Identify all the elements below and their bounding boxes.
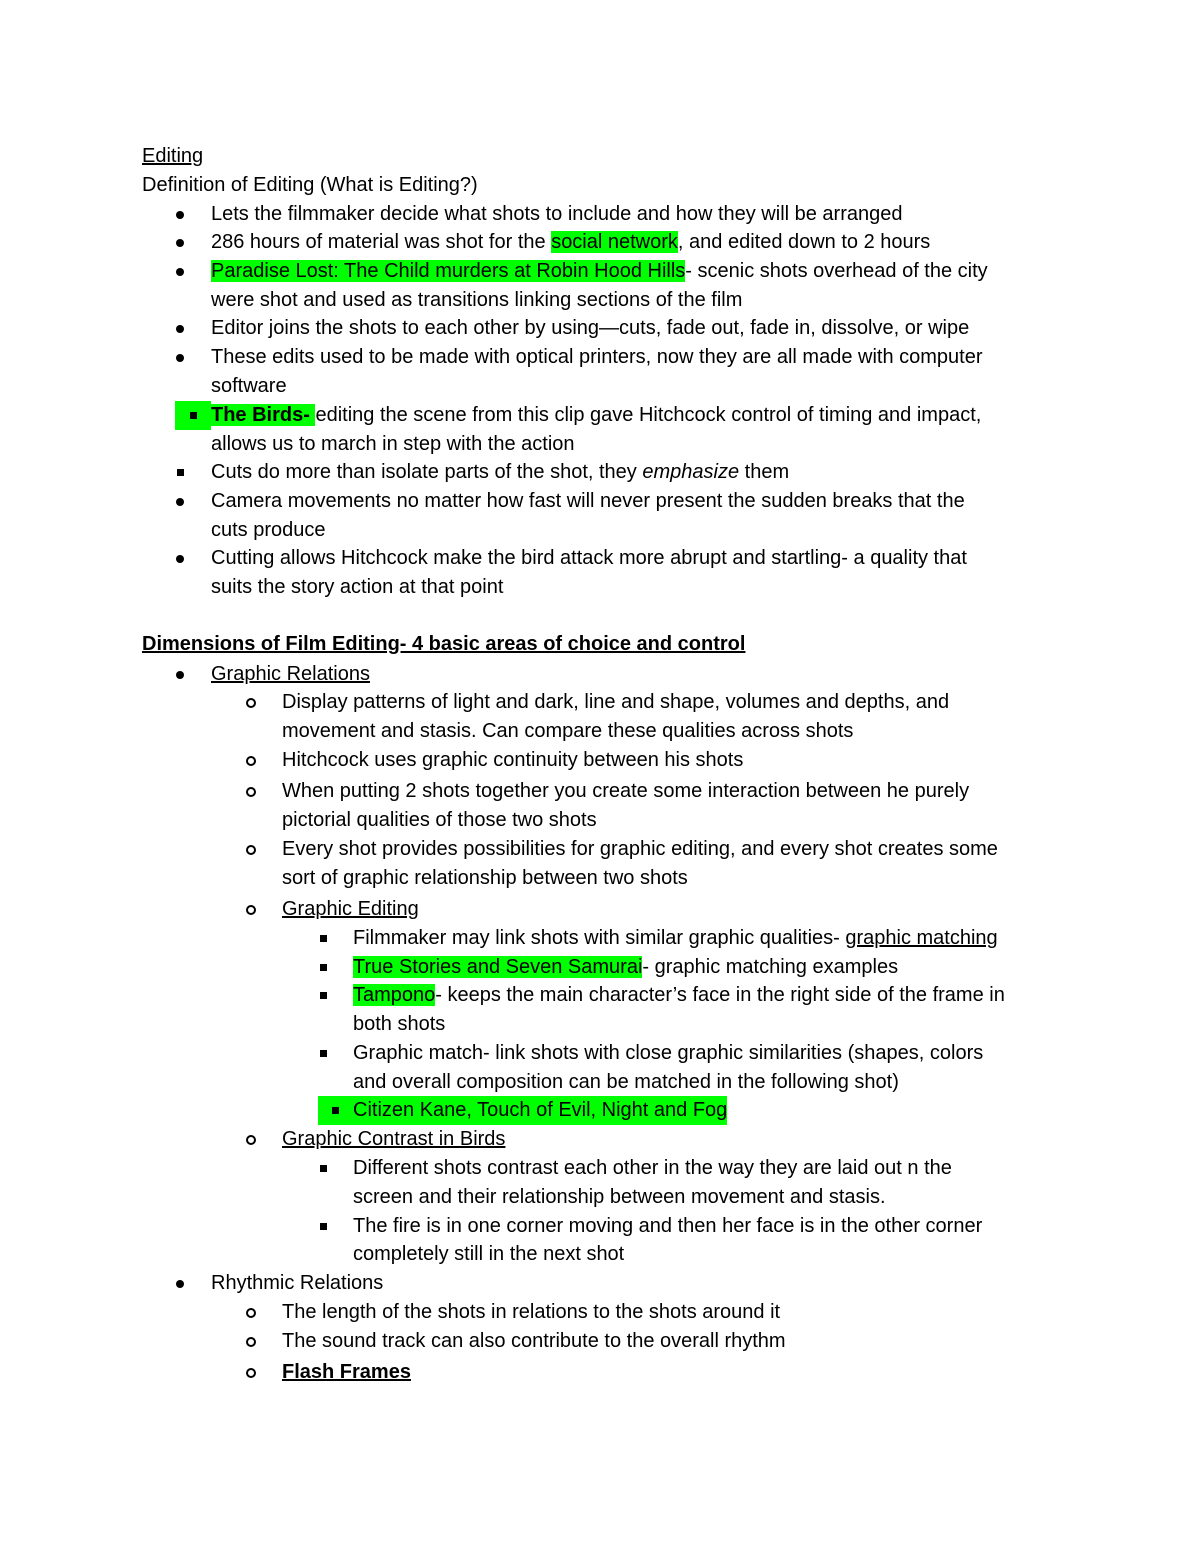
list-item-text: Graphic match- link shots with close graphic similarities (shapes, colors <box>353 1042 984 1064</box>
highlight: social network <box>551 231 678 253</box>
bullet-circle <box>246 1327 256 1356</box>
list-item-text: completely still in the next shot <box>353 1243 625 1265</box>
bullet-square <box>175 401 211 430</box>
list-item-text: suits the story action at that point <box>211 576 504 598</box>
bullet-square <box>318 1096 353 1125</box>
bullet-disc <box>175 660 185 689</box>
bullet-disc <box>175 487 185 516</box>
bullet-circle <box>246 688 256 717</box>
list-item-text: pictorial qualities of those two shots <box>282 809 597 831</box>
list-item-text: 286 hours of material was shot for the social network, and edited down to 2 hours <box>211 231 931 253</box>
highlight: Paradise Lost: The Child murders at Robin Hood Hills <box>211 260 686 282</box>
graphic-editing-heading: Graphic Editing <box>282 898 419 920</box>
list-item-text: These edits used to be made with optical printers, now they are all made with computer <box>211 346 983 368</box>
list-item-text: The fire is in one corner moving and then her face is in the other corner <box>353 1215 983 1237</box>
list-item-text: sort of graphic relationship between two shots <box>282 867 688 889</box>
bullet-circle <box>246 1125 256 1154</box>
bullet-circle <box>246 895 256 924</box>
list-item-text: and overall composition can be matched in the following shot) <box>353 1071 899 1093</box>
bullet-disc <box>175 1269 185 1298</box>
list-item-text: Editor joins the shots to each other by using—cuts, fade out, fade in, dissolve, or wipe <box>211 317 970 339</box>
list-item-text: True Stories and Seven Samurai- graphic matching examples <box>353 956 899 978</box>
list-item-text: both shots <box>353 1013 446 1035</box>
highlight: The Birds- <box>211 404 316 426</box>
highlight: True Stories and Seven Samurai <box>353 956 643 978</box>
list-item-text: The sound track can also contribute to the overall rhythm <box>282 1330 786 1352</box>
list-item-text: Paradise Lost: The Child murders at Robin Hood Hills- scenic shots overhead of the city <box>211 260 988 282</box>
bullet-circle <box>246 1298 256 1327</box>
list-item-text: Tampono- keeps the main character’s face in the right side of the frame in <box>353 984 1005 1006</box>
bullet-circle <box>246 746 256 775</box>
bullet-disc <box>175 343 185 372</box>
bullet-disc <box>175 314 185 343</box>
bullet-square <box>318 953 328 982</box>
bullet-circle <box>246 777 256 806</box>
list-item-text: Display patterns of light and dark, line and shape, volumes and depths, and <box>282 691 950 713</box>
highlight: Tampono <box>353 984 436 1006</box>
bullet-square <box>318 981 328 1010</box>
bullet-square <box>318 1039 328 1068</box>
list-item-text: Every shot provides possibilities for graphic editing, and every shot creates some <box>282 838 998 860</box>
bullet-square <box>318 1154 328 1183</box>
bullet-square <box>318 1212 328 1241</box>
bullet-disc <box>175 200 185 229</box>
list-item-text: Cuts do more than isolate parts of the shot, they emphasize them <box>211 461 790 483</box>
list-item-text: Camera movements no matter how fast will never present the sudden breaks that the <box>211 490 965 512</box>
list-item-text: cuts produce <box>211 519 326 541</box>
list-item-text: The length of the shots in relations to the shots around it <box>282 1301 781 1323</box>
list-item-text: Hitchcock uses graphic continuity between his shots <box>282 749 744 771</box>
list-item-text: Different shots contrast each other in the way they are laid out n the <box>353 1157 952 1179</box>
list-item-text: The Birds- editing the scene from this clip gave Hitchcock control of timing and impact, <box>211 404 982 426</box>
list-item-text: movement and stasis. Can compare these qualities across shots <box>282 720 854 742</box>
dimensions-heading: Dimensions of Film Editing- 4 basic areas of choice and control <box>142 633 746 655</box>
list-item-text: Cutting allows Hitchcock make the bird attack more abrupt and startling- a quality that <box>211 547 967 569</box>
bullet-disc <box>175 544 185 573</box>
page-title: Editing <box>142 145 204 167</box>
bullet-square <box>175 458 185 487</box>
list-item-text: allows us to march in step with the action <box>211 433 575 455</box>
bullet-square <box>318 924 328 953</box>
highlight: Citizen Kane, Touch of Evil, Night and Fog <box>353 1096 727 1125</box>
bullet-disc <box>175 228 185 257</box>
list-item-text: were shot and used as transitions linking sections of the film <box>211 289 743 311</box>
graphic-relations-heading: Graphic Relations <box>211 663 370 685</box>
list-item-text: Lets the filmmaker decide what shots to include and how they will be arranged <box>211 203 903 225</box>
list-item-text: Filmmaker may link shots with similar graphic qualities- graphic matching <box>353 927 998 949</box>
list-item-text: screen and their relationship between movement and stasis. <box>353 1186 886 1208</box>
bullet-circle <box>246 1358 256 1387</box>
rhythmic-relations-heading: Rhythmic Relations <box>211 1272 384 1294</box>
bullet-disc <box>175 257 185 286</box>
list-item-text: When putting 2 shots together you create some interaction between he purely <box>282 780 970 802</box>
definition-heading: Definition of Editing (What is Editing?) <box>142 174 478 196</box>
bullet-circle <box>246 835 256 864</box>
graphic-contrast-heading: Graphic Contrast in Birds <box>282 1128 506 1150</box>
list-item-text: software <box>211 375 287 397</box>
flash-frames-heading: Flash Frames <box>282 1361 411 1383</box>
